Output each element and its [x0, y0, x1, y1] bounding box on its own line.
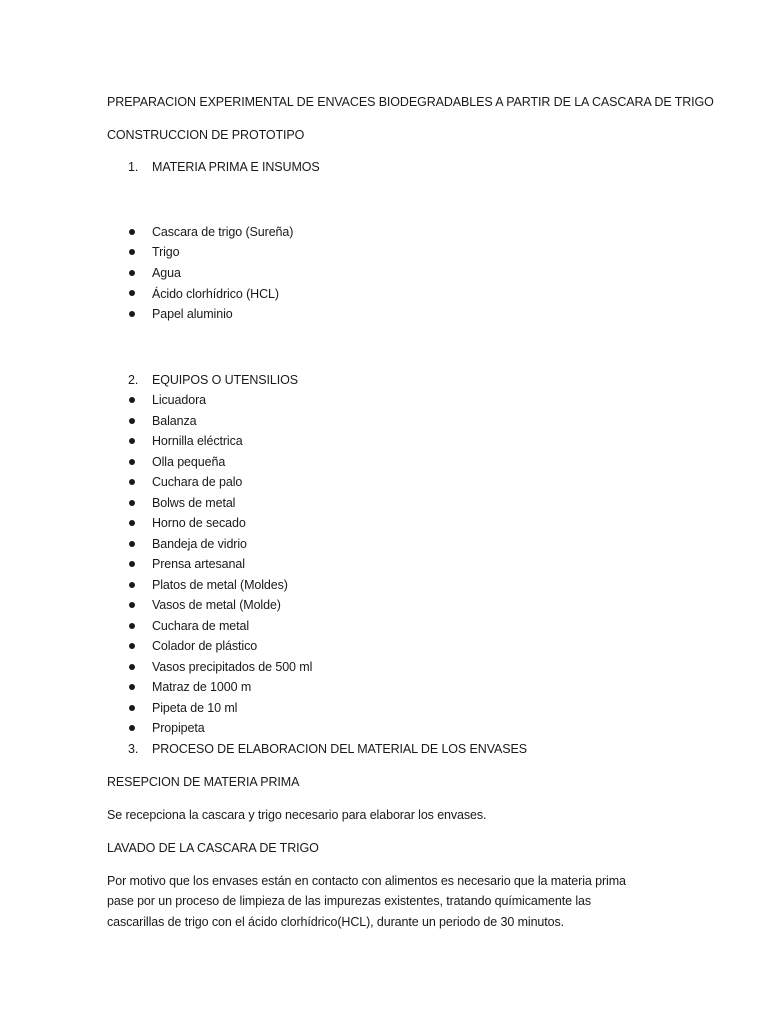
- list-item: Vasos de metal (Molde): [152, 598, 281, 612]
- bullet-icon: [129, 582, 135, 588]
- bullet-icon: [129, 438, 135, 444]
- document-title: PREPARACION EXPERIMENTAL DE ENVACES BIODEGRADABLES A PARTIR DE LA CASCARA DE TRIGO: [107, 95, 714, 109]
- reception-heading: RESEPCION DE MATERIA PRIMA: [107, 775, 300, 789]
- list-item: Propipeta: [152, 721, 205, 735]
- list-item: Cascara de trigo (Sureña): [152, 225, 294, 239]
- list-item: Trigo: [152, 245, 180, 259]
- bullet-icon: [129, 602, 135, 608]
- bullet-icon: [129, 290, 135, 296]
- bullet-icon: [129, 664, 135, 670]
- section3-number: 3.: [128, 742, 139, 756]
- bullet-icon: [129, 541, 135, 547]
- list-item: Matraz de 1000 m: [152, 680, 252, 694]
- list-item: Agua: [152, 266, 181, 280]
- list-item: Prensa artesanal: [152, 557, 245, 571]
- list-item: Platos de metal (Moldes): [152, 578, 288, 592]
- reception-text: Se recepciona la cascara y trigo necesario para elaborar los envases.: [107, 808, 487, 822]
- washing-heading: LAVADO DE LA CASCARA DE TRIGO: [107, 841, 319, 855]
- section2-heading: EQUIPOS O UTENSILIOS: [152, 373, 298, 387]
- list-item: Bandeja de vidrio: [152, 537, 247, 551]
- list-item: Pipeta de 10 ml: [152, 701, 238, 715]
- list-item: Papel aluminio: [152, 307, 233, 321]
- list-item: Hornilla eléctrica: [152, 434, 243, 448]
- list-item: Licuadora: [152, 393, 207, 407]
- section2-number: 2.: [128, 373, 139, 387]
- bullet-icon: [129, 311, 135, 317]
- list-item: Olla pequeña: [152, 455, 226, 469]
- bullet-icon: [129, 705, 135, 711]
- list-item: Bolws de metal: [152, 496, 236, 510]
- bullet-icon: [129, 500, 135, 506]
- washing-text-line: cascarillas de trigo con el ácido clorhídrico(HCL), durante un periodo de 30 minutos.: [107, 915, 565, 929]
- section3-heading: PROCESO DE ELABORACION DEL MATERIAL DE LOS ENVASES: [152, 742, 527, 756]
- list-item: Vasos precipitados de 500 ml: [152, 660, 313, 674]
- bullet-icon: [129, 561, 135, 567]
- bullet-icon: [129, 459, 135, 465]
- list-item: Cuchara de palo: [152, 475, 243, 489]
- list-item: Balanza: [152, 414, 197, 428]
- section1-heading: MATERIA PRIMA E INSUMOS: [152, 160, 320, 174]
- bullet-icon: [129, 520, 135, 526]
- bullet-icon: [129, 229, 135, 235]
- bullet-icon: [129, 684, 135, 690]
- bullet-icon: [129, 249, 135, 255]
- list-item: Horno de secado: [152, 516, 246, 530]
- bullet-icon: [129, 643, 135, 649]
- document-subtitle: CONSTRUCCION DE PROTOTIPO: [107, 128, 305, 142]
- bullet-icon: [129, 725, 135, 731]
- bullet-icon: [129, 270, 135, 276]
- section1-number: 1.: [128, 160, 139, 174]
- washing-text-line: Por motivo que los envases están en contacto con alimentos es necesario que la materia prima: [107, 874, 626, 888]
- list-item: Colador de plástico: [152, 639, 258, 653]
- bullet-icon: [129, 623, 135, 629]
- list-item: Cuchara de metal: [152, 619, 250, 633]
- bullet-icon: [129, 418, 135, 424]
- bullet-icon: [129, 397, 135, 403]
- bullet-icon: [129, 479, 135, 485]
- list-item: Ácido clorhídrico (HCL): [152, 287, 279, 301]
- washing-text-line: pase por un proceso de limpieza de las impurezas existentes, tratando químicamente las: [107, 894, 592, 908]
